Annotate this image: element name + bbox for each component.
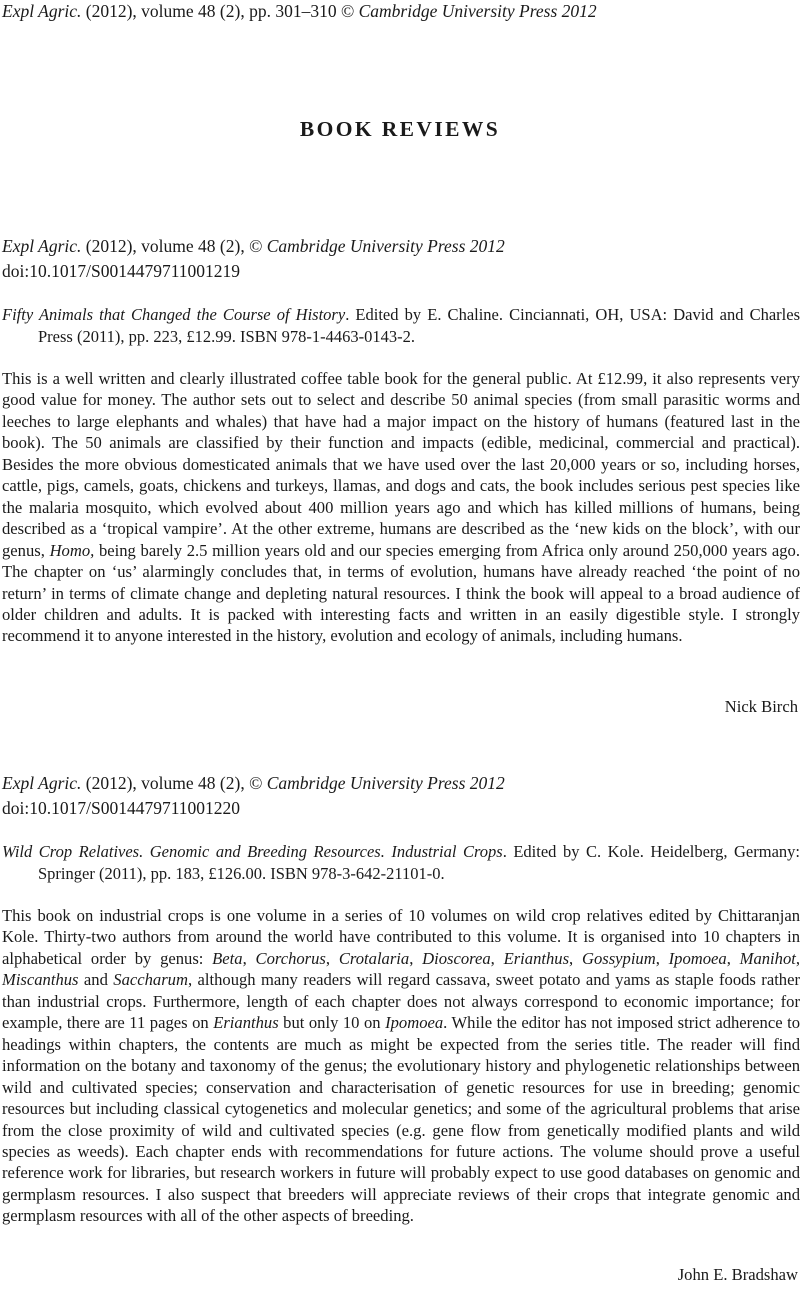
review-body (2, 905, 800, 1227)
reviewer-name: John E. Bradshaw (677, 1265, 798, 1284)
genus-name: Erianthus (503, 948, 570, 968)
separator: , (242, 948, 256, 968)
book-details: . Edited by C. Kole. Heidelberg, Germany: Springer (2011), pp. 183, £126.00. ISBN 978-3-642-21101-0. (38, 842, 800, 883)
book-title: Wild Crop Relatives. Genomic and Breeding Resources. Industrial Crops (2, 842, 503, 861)
genus-name: Homo, (49, 540, 95, 560)
publisher-name: Cambridge University Press 2012 (266, 236, 505, 256)
review-text: being barely 2.5 million years old and our species emerging from Africa only around 250,000 years ago. The chapter on ‘us’ alarmingly concludes that, in terms of evolution, humans have already reached ‘the point of no return’ in terms of climate change and depleting natural resources. I think the book will appeal to a broad audience of older children and adults. It is packed with interesting facts and written in an easily digestible style. I strongly recommend it to anyone interested in the history, evolution and ecology of animals, including humans. (2, 540, 800, 646)
review-doi: doi:10.1017/S0014479711001219 (2, 261, 241, 281)
review-citation (2, 234, 800, 259)
separator: , (569, 948, 582, 968)
genus-name: Beta (212, 948, 243, 968)
citation-details: (2012), volume 48 (2), © (81, 773, 267, 793)
review-citation (2, 771, 800, 796)
review-body (2, 368, 800, 647)
genus-name: Erianthus (213, 1013, 279, 1033)
running-head (2, 0, 597, 22)
review-1 (2, 234, 800, 647)
genus-name: Manihot (739, 948, 796, 968)
publisher-name: Cambridge University Press 2012 (266, 773, 505, 793)
genus-name: Dioscorea (422, 948, 491, 968)
review-text: This is a well written and clearly illustrated coffee table book for the general public. At £12.99, it also represents very good value for money. The author sets out to select and describe 50 animal species (from small parasitic worms and leeches to large elephants and whales) that have had a major impact on the history of humans (featured last in the book). The 50 animals are classified by their function and impacts (edible, medicinal, commercial and practical). Besides the more obvious domesticated animals that we have used over the last 20,000 years or so, including horses, cattle, pigs, camels, goats, chickens and turkeys, llamas, and dogs and cats, the book includes serious pest species like the malaria mosquito, which evolved about 400 million years ago and which has killed millions of humans, being described as a ‘tropical vampire’. At the other extreme, humans are described as the ‘new kids on the block’, with our genus, (2, 369, 800, 560)
separator: , (409, 948, 423, 968)
review-text: , although many readers will regard cassava, sweet potato and yams as staple foods rather than industrial crops. Furthermore, length of each chapter does not always correspond to economic importance; for example, there are 11 pages on (2, 970, 800, 1033)
genus-name: Miscanthus (2, 970, 79, 990)
journal-details: (2012), volume 48 (2), pp. 301–310 © (81, 1, 359, 21)
reviewer-name: Nick Birch (724, 697, 798, 716)
genus-name: Ipomoea (668, 948, 727, 968)
separator: , (726, 948, 740, 968)
book-title: Fifty Animals that Changed the Course of History (2, 305, 346, 324)
journal-name: Expl Agric. (2, 236, 82, 256)
section-title: BOOK REVIEWS (299, 117, 501, 141)
review-2 (2, 771, 800, 1227)
book-details: . Edited by E. Chaline. Cinciannati, OH, USA: David and Charles Press (2011), pp. 223, £12.99. ISBN 978-1-4463-0143-2. (38, 305, 800, 346)
genus-name: Ipomoea (385, 1013, 444, 1033)
genus-name: Gossypium (581, 948, 656, 968)
genus-name: Saccharum (113, 970, 188, 990)
journal-name: Expl Agric. (2, 773, 82, 793)
review-text: . While the editor has not imposed strict adherence to headings within chapters, the contents are much as might be expected from the series title. The reader will find information on the botany and taxonomy of the genus; the evolutionary history and phylogenetic relationships between wild and cultivated species; conservation and characterisation of genetic resources for use in breeding; genomic resources but including classical cytogenetics and molecular genetics; and some of the agricultural problems that arise from the close proximity of wild and cultivated species (e.g. gene flow from genetically modified plants and wild species as weeds). Each chapter ends with recommendations for future actions. The volume should prove a useful reference work for libraries, but research workers in future will probably expect to use good databases on genomic and germplasm resources. I also suspect that breeders will appreciate reviews of their crops that integrate genomic and germplasm resources with all of the other aspects of breeding. (2, 1013, 800, 1226)
review-text: but only 10 on (278, 1013, 386, 1033)
book-reference (2, 841, 800, 884)
book-reference (2, 304, 800, 347)
journal-name: Expl Agric. (2, 1, 82, 21)
publisher-name: Cambridge University Press 2012 (358, 1, 597, 21)
review-doi: doi:10.1017/S0014479711001220 (2, 798, 241, 818)
conjunction: and (78, 970, 114, 990)
review-text: This book on industrial crops is one volume in a series of 10 volumes on wild crop relatives edited by Chittaranjan Kole. Thirty-two authors from around the world have contributed to this volume. It is organised into 10 chapters in alphabetical order by genus: (2, 906, 800, 968)
separator: , (655, 948, 669, 968)
genus-name: Corchorus (255, 948, 326, 968)
genus-name: Crotalaria (338, 948, 410, 968)
separator: , (325, 948, 339, 968)
separator: , (490, 948, 504, 968)
separator: , (795, 948, 800, 968)
citation-details: (2012), volume 48 (2), © (81, 236, 267, 256)
